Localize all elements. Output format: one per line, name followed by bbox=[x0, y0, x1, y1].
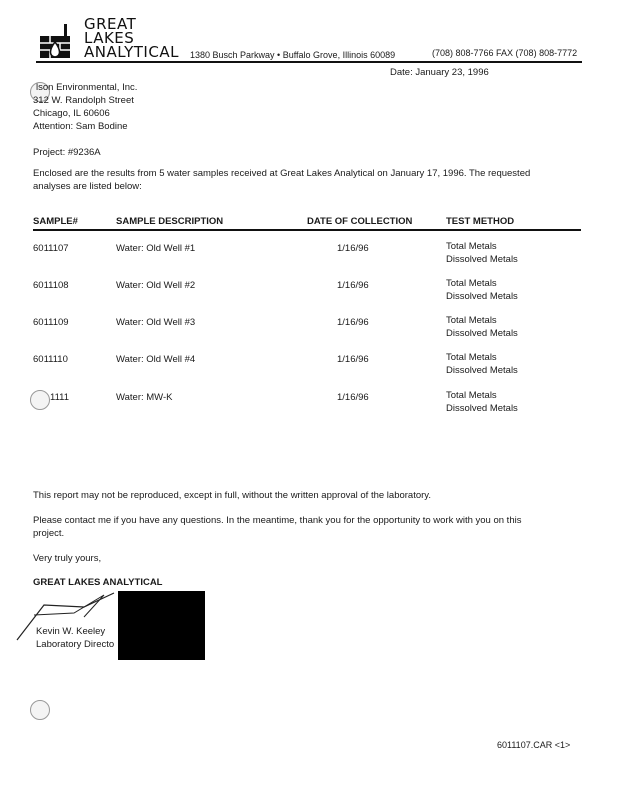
signer-title: Laboratory Directo bbox=[36, 639, 115, 650]
collection-date: 1/16/96 bbox=[337, 243, 369, 254]
test-method-1: Total Metals bbox=[446, 352, 497, 363]
col-header-method: TEST METHOD bbox=[446, 216, 515, 227]
punch-hole-bottom bbox=[30, 700, 50, 720]
reproduction-notice: This report may not be reproduced, except in full, without the written approval of the laboratory. bbox=[33, 490, 431, 501]
signature-company: GREAT LAKES ANALYTICAL bbox=[33, 577, 163, 588]
table-header-rule bbox=[33, 229, 581, 231]
logo bbox=[36, 22, 76, 62]
sample-id: 6011108 bbox=[33, 280, 69, 291]
sample-id: 6011109 bbox=[33, 317, 69, 328]
test-method-1: Total Metals bbox=[446, 315, 497, 326]
footer-reference: 6011107.CAR <1> bbox=[497, 740, 571, 750]
sample-description: Water: MW-K bbox=[116, 392, 173, 403]
sample-id: 1111 bbox=[50, 392, 70, 403]
test-method-2: Dissolved Metals bbox=[446, 254, 518, 265]
test-method-2: Dissolved Metals bbox=[446, 403, 518, 414]
recipient-attention: Attention: Sam Bodine bbox=[33, 121, 128, 132]
letterhead-address: 1380 Busch Parkway • Buffalo Grove, Illinois 60089 bbox=[190, 50, 396, 60]
col-header-date: DATE OF COLLECTION bbox=[307, 216, 413, 227]
collection-date: 1/16/96 bbox=[337, 354, 369, 365]
signer-name: Kevin W. Keeley bbox=[36, 626, 106, 637]
company-name-line3: ANALYTICAL bbox=[84, 43, 179, 61]
sample-description: Water: Old Well #2 bbox=[116, 280, 196, 291]
letterhead-phone-fax: (708) 808-7766 FAX (708) 808-7772 bbox=[432, 48, 578, 58]
test-method-2: Dissolved Metals bbox=[446, 365, 518, 376]
contact-paragraph: Please contact me if you have any questions. In the meantime, thank you for the opportunity to work with you on this project. bbox=[33, 515, 522, 539]
recipient-city: Chicago, IL 60606 bbox=[33, 108, 110, 119]
sample-description: Water: Old Well #3 bbox=[116, 317, 196, 328]
sample-id: 6011107 bbox=[33, 243, 69, 254]
test-method-2: Dissolved Metals bbox=[446, 291, 518, 302]
recipient-company: lson Environmental, Inc. bbox=[36, 82, 138, 93]
test-method-1: Total Metals bbox=[446, 390, 497, 401]
recipient-street: 312 W. Randolph Street bbox=[33, 95, 134, 106]
collection-date: 1/16/96 bbox=[337, 280, 369, 291]
drop-logo-icon bbox=[36, 22, 76, 62]
collection-date: 1/16/96 bbox=[337, 392, 369, 403]
intro-paragraph: Enclosed are the results from 5 water samples received at Great Lakes Analytical on January 17, 1996. The requested analyses are listed below: bbox=[33, 168, 531, 192]
sample-description: Water: Old Well #1 bbox=[116, 243, 196, 254]
collection-date: 1/16/96 bbox=[337, 317, 369, 328]
test-method-2: Dissolved Metals bbox=[446, 328, 518, 339]
col-header-description: SAMPLE DESCRIPTION bbox=[116, 216, 224, 227]
company-name-line1: GREAT bbox=[84, 15, 137, 33]
project-number: Project: #9236A bbox=[33, 147, 101, 158]
test-method-1: Total Metals bbox=[446, 241, 497, 252]
sample-description: Water: Old Well #4 bbox=[116, 354, 196, 365]
letter-date: Date: January 23, 1996 bbox=[390, 67, 489, 78]
col-header-sample: SAMPLE# bbox=[33, 216, 78, 227]
redaction-block bbox=[118, 591, 205, 660]
punch-hole-middle bbox=[30, 390, 50, 410]
closing-salutation: Very truly yours, bbox=[33, 553, 102, 564]
test-method-1: Total Metals bbox=[446, 278, 497, 289]
letterhead-rule bbox=[36, 61, 582, 63]
company-name-line2: LAKES bbox=[84, 29, 135, 47]
sample-id: 6011110 bbox=[33, 354, 68, 365]
